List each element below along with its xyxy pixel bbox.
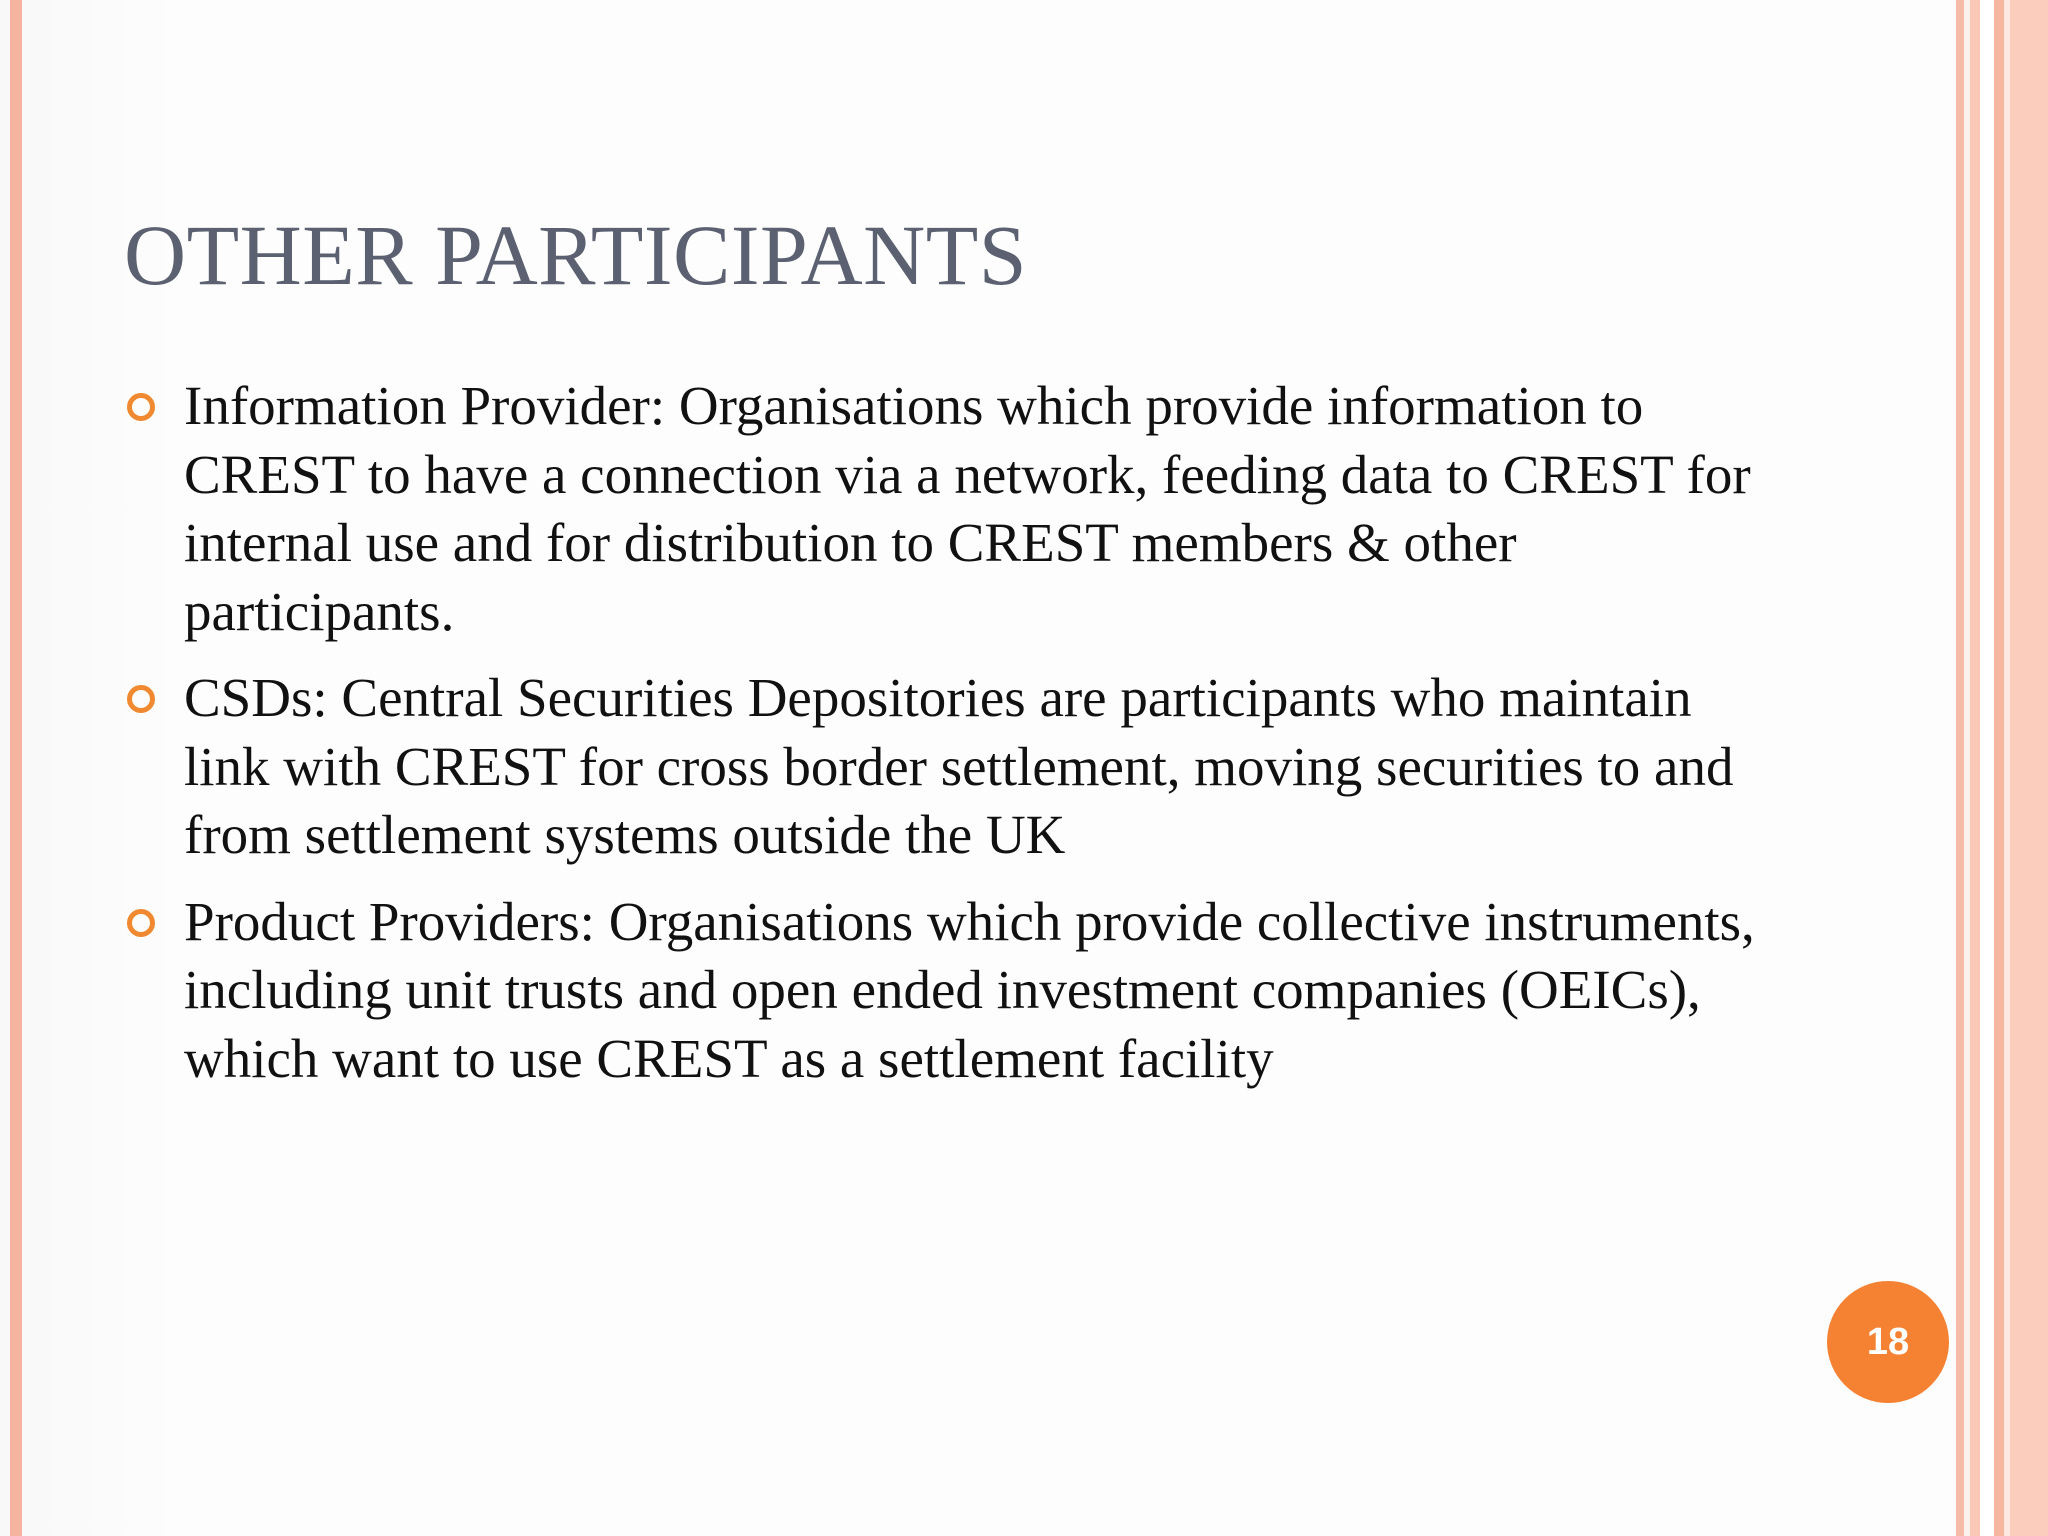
bullet-text: Product Providers: Organisations which provide collective instruments, including unit trusts and open ended investment companies (OEICs), which want to use CREST as a settlement facility: [184, 890, 1755, 1089]
right-decorative-border: [1956, 0, 2048, 1536]
bullet-text: CSDs: Central Securities Depositories are participants who maintain link with CREST for cross border settlement, moving securities to and from settlement systems outside the UK: [184, 667, 1734, 865]
right-border-band: [1956, 0, 1964, 1536]
hollow-circle-bullet-icon: [127, 685, 155, 713]
hollow-circle-bullet-icon: [127, 393, 155, 421]
slide-title: OTHER PARTICIPANTS: [124, 207, 1028, 303]
left-border-stripe: [10, 0, 22, 1536]
right-border-band: [1970, 0, 1980, 1536]
page-number: 18: [1866, 1320, 1910, 1363]
bullet-item: [124, 664, 1764, 870]
bullet-item: [124, 372, 1764, 646]
right-border-band: [1980, 0, 1994, 1536]
hollow-circle-bullet-icon: [127, 909, 155, 937]
page-number-badge: [1827, 1281, 1949, 1403]
bullet-text: Information Provider: Organisations which provide information to CREST to have a connection via a network, feeding data to CREST for internal use and for distribution to CREST members & other participants.: [184, 375, 1751, 642]
bullet-list: [124, 372, 1764, 1111]
right-border-band: [2010, 0, 2048, 1536]
bullet-item: [124, 888, 1764, 1094]
right-border-band: [1994, 0, 2004, 1536]
